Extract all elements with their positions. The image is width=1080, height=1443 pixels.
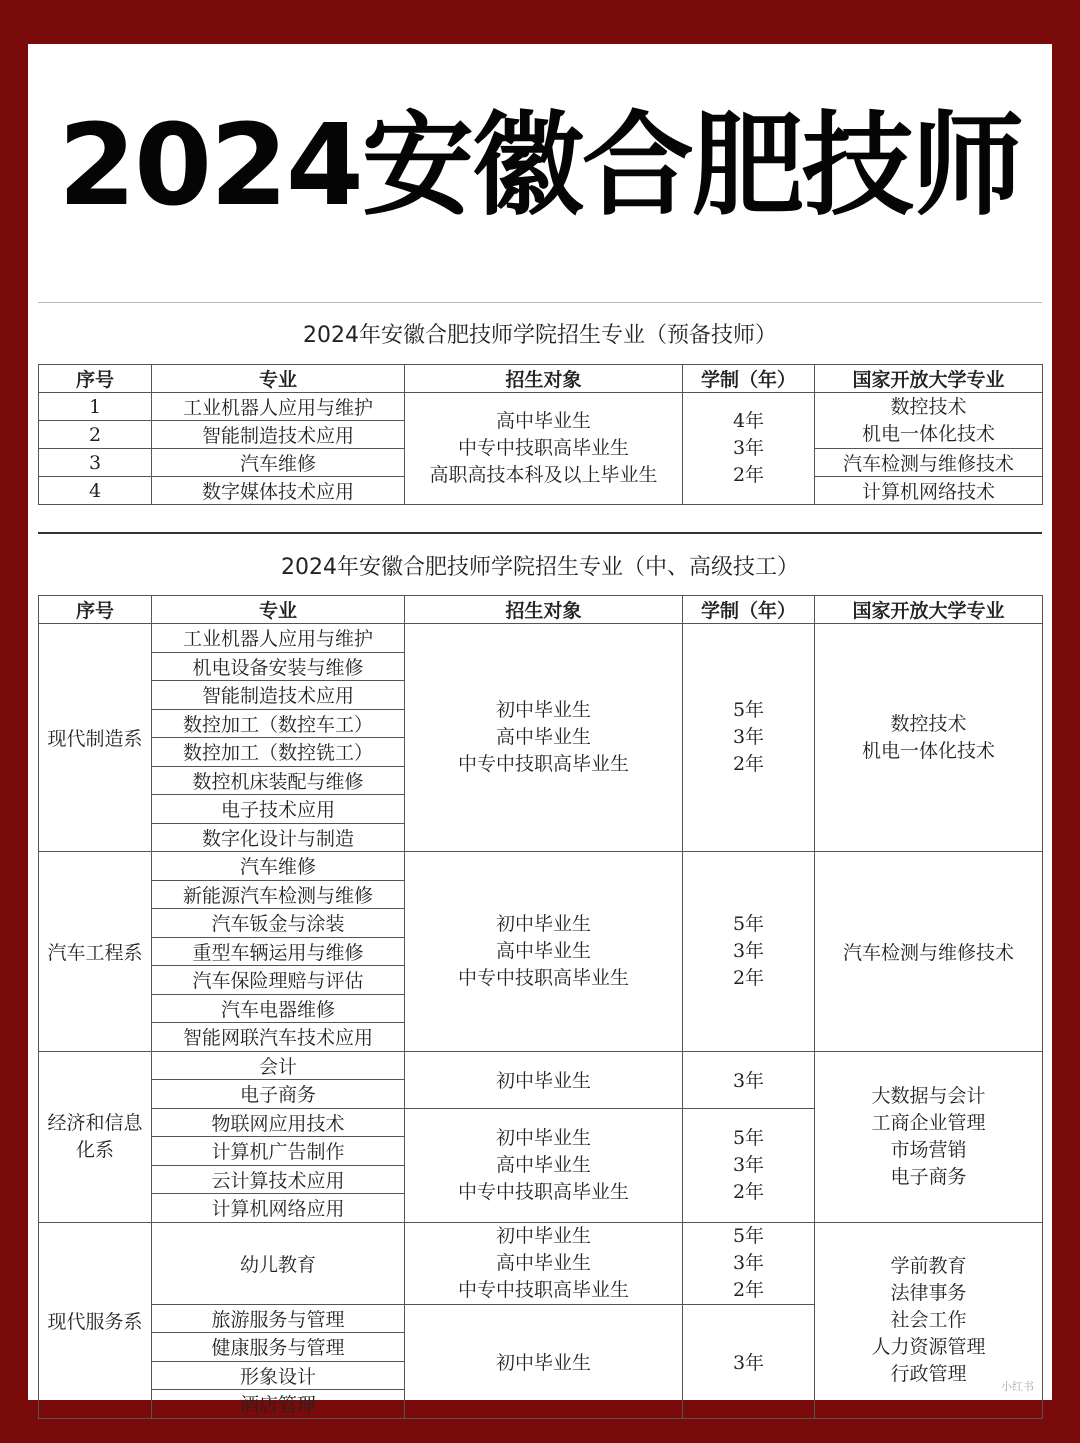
major-name: 电子技术应用 <box>152 795 405 824</box>
years-line: 3年 <box>732 726 765 748</box>
open-univ-line: 机电一体化技术 <box>861 422 995 445</box>
years-line: 5年 <box>732 1126 765 1149</box>
years-cell <box>683 624 815 852</box>
row-number: 2 <box>39 421 152 449</box>
open-univ-line: 社会工作 <box>890 1308 967 1331</box>
open-univ-line: 市场营销 <box>890 1138 967 1161</box>
header-years: 学制（年） <box>683 365 815 393</box>
years-line: 2年 <box>732 464 765 486</box>
major-name: 酒店管理 <box>152 1390 405 1419</box>
target-line: 高中毕业生 <box>495 1251 591 1274</box>
department-name-line: 化系 <box>75 1138 114 1161</box>
table-row <box>39 393 1043 421</box>
row-number: 3 <box>39 449 152 477</box>
major-name: 数控加工（数控铣工） <box>152 738 405 767</box>
years-line: 3年 <box>732 437 765 459</box>
major-name: 会计 <box>152 1051 405 1080</box>
header-major: 专业 <box>152 365 405 393</box>
header-no: 序号 <box>39 596 152 624</box>
target-cell: 初中毕业生 <box>405 1051 683 1108</box>
target-line: 初中毕业生 <box>495 1224 591 1247</box>
open-university-cell <box>815 1051 1043 1222</box>
years-line: 5年 <box>732 699 765 721</box>
major-name: 智能网联汽车技术应用 <box>152 1023 405 1052</box>
table-intermediate-senior-technician <box>38 595 1043 1419</box>
header-target: 招生对象 <box>405 596 683 624</box>
target-line: 中专中技职高毕业生 <box>457 437 629 459</box>
major-name: 汽车维修 <box>152 852 405 881</box>
target-line: 中专中技职高毕业生 <box>457 1278 629 1301</box>
target-cell <box>405 1222 683 1304</box>
years-cell: 3年 <box>683 1304 815 1418</box>
open-univ-line: 数控技术 <box>890 712 967 735</box>
major-name: 智能制造技术应用 <box>152 681 405 710</box>
open-university-cell: 计算机网络技术 <box>815 477 1043 505</box>
table1-caption: 2024年安徽合肥技师学院招生专业（预备技师） <box>303 323 777 348</box>
major-name: 幼儿教育 <box>152 1222 405 1304</box>
target-cell <box>405 1108 683 1222</box>
target-cell <box>405 393 683 505</box>
banner-title: 2024安徽合肥技师 <box>58 101 1022 231</box>
row-number: 4 <box>39 477 152 505</box>
open-univ-line: 学前教育 <box>890 1254 967 1277</box>
department-cell: 现代制造系 <box>39 624 152 852</box>
department-cell: 现代服务系 <box>39 1222 152 1418</box>
open-univ-line: 数控技术 <box>890 395 967 418</box>
enrollment-sheet <box>38 258 1042 1417</box>
target-cell <box>405 852 683 1052</box>
years-line: 2年 <box>732 1180 765 1203</box>
table-preparatory-technician <box>38 364 1043 505</box>
major-name: 汽车电器维修 <box>152 994 405 1023</box>
years-cell <box>683 1222 815 1304</box>
major-name: 旅游服务与管理 <box>152 1304 405 1333</box>
table-row <box>39 852 1043 881</box>
major-name: 物联网应用技术 <box>152 1108 405 1137</box>
years-line: 2年 <box>732 1278 765 1301</box>
major-name: 计算机网络应用 <box>152 1194 405 1223</box>
major-name: 机电设备安装与维修 <box>152 652 405 681</box>
years-line: 3年 <box>732 939 765 962</box>
department-cell <box>39 1051 152 1222</box>
target-line: 初中毕业生 <box>495 912 591 935</box>
years-line: 4年 <box>732 410 765 432</box>
major-name: 汽车钣金与涂装 <box>152 909 405 938</box>
row-number: 1 <box>39 393 152 421</box>
target-line: 中专中技职高毕业生 <box>457 753 629 775</box>
header-open-university: 国家开放大学专业 <box>815 365 1043 393</box>
department-cell: 汽车工程系 <box>39 852 152 1052</box>
major-name: 电子商务 <box>152 1080 405 1109</box>
major-name: 新能源汽车检测与维修 <box>152 880 405 909</box>
years-line: 3年 <box>732 1153 765 1176</box>
major-name: 汽车维修 <box>152 449 405 477</box>
target-line: 高职高技本科及以上毕业生 <box>429 464 658 486</box>
table-row <box>39 1222 1043 1304</box>
major-name: 数控机床装配与维修 <box>152 766 405 795</box>
target-line: 初中毕业生 <box>495 1126 591 1149</box>
section-divider <box>38 532 1042 534</box>
table-row <box>39 624 1043 653</box>
years-line: 2年 <box>732 966 765 989</box>
table2-header-row <box>39 596 1043 624</box>
major-name: 汽车保险理赔与评估 <box>152 966 405 995</box>
open-univ-line: 人力资源管理 <box>871 1335 986 1358</box>
header-target: 招生对象 <box>405 365 683 393</box>
major-name: 智能制造技术应用 <box>152 421 405 449</box>
header-no: 序号 <box>39 365 152 393</box>
major-name: 数字化设计与制造 <box>152 823 405 852</box>
header-major: 专业 <box>152 596 405 624</box>
years-cell <box>683 852 815 1052</box>
years-cell <box>683 393 815 505</box>
major-name: 数控加工（数控车工） <box>152 709 405 738</box>
table1-header-row <box>39 365 1043 393</box>
major-name: 形象设计 <box>152 1361 405 1390</box>
target-cell <box>405 624 683 852</box>
open-university-cell <box>815 393 1043 449</box>
major-name: 重型车辆运用与维修 <box>152 937 405 966</box>
open-university-cell <box>815 624 1043 852</box>
target-line: 中专中技职高毕业生 <box>457 966 629 989</box>
target-line: 高中毕业生 <box>495 1153 591 1176</box>
years-line: 5年 <box>732 1224 765 1247</box>
target-line: 中专中技职高毕业生 <box>457 1180 629 1203</box>
years-cell: 3年 <box>683 1051 815 1108</box>
table2-caption: 2024年安徽合肥技师学院招生专业（中、高级技工） <box>281 555 799 580</box>
department-name-line: 经济和信息 <box>47 1111 143 1134</box>
top-rule <box>38 302 1042 303</box>
open-univ-line: 行政管理 <box>890 1362 967 1385</box>
major-name: 数字媒体技术应用 <box>152 477 405 505</box>
major-name: 云计算技术应用 <box>152 1165 405 1194</box>
open-univ-line: 机电一体化技术 <box>861 739 995 762</box>
major-name: 工业机器人应用与维护 <box>152 624 405 653</box>
major-name: 计算机广告制作 <box>152 1137 405 1166</box>
open-univ-line: 大数据与会计 <box>871 1084 986 1107</box>
target-line: 高中毕业生 <box>495 726 591 748</box>
years-cell <box>683 1108 815 1222</box>
open-univ-line: 电子商务 <box>890 1165 967 1188</box>
open-univ-line: 工商企业管理 <box>871 1111 986 1134</box>
target-line: 高中毕业生 <box>495 939 591 962</box>
watermark: 小红书 <box>1001 1380 1034 1393</box>
major-name: 健康服务与管理 <box>152 1333 405 1362</box>
header-open-university: 国家开放大学专业 <box>815 596 1043 624</box>
open-university-cell: 汽车检测与维修技术 <box>815 852 1043 1052</box>
target-line: 高中毕业生 <box>495 410 591 432</box>
white-card <box>28 44 1052 1417</box>
table-row <box>39 1051 1043 1080</box>
major-name: 工业机器人应用与维护 <box>152 393 405 421</box>
target-cell: 初中毕业生 <box>405 1304 683 1418</box>
target-line: 初中毕业生 <box>495 699 591 721</box>
years-line: 3年 <box>732 1251 765 1274</box>
years-line: 2年 <box>732 753 765 775</box>
open-univ-line: 法律事务 <box>890 1281 967 1304</box>
open-university-cell: 汽车检测与维修技术 <box>815 449 1043 477</box>
header-years: 学制（年） <box>683 596 815 624</box>
years-line: 5年 <box>732 912 765 935</box>
